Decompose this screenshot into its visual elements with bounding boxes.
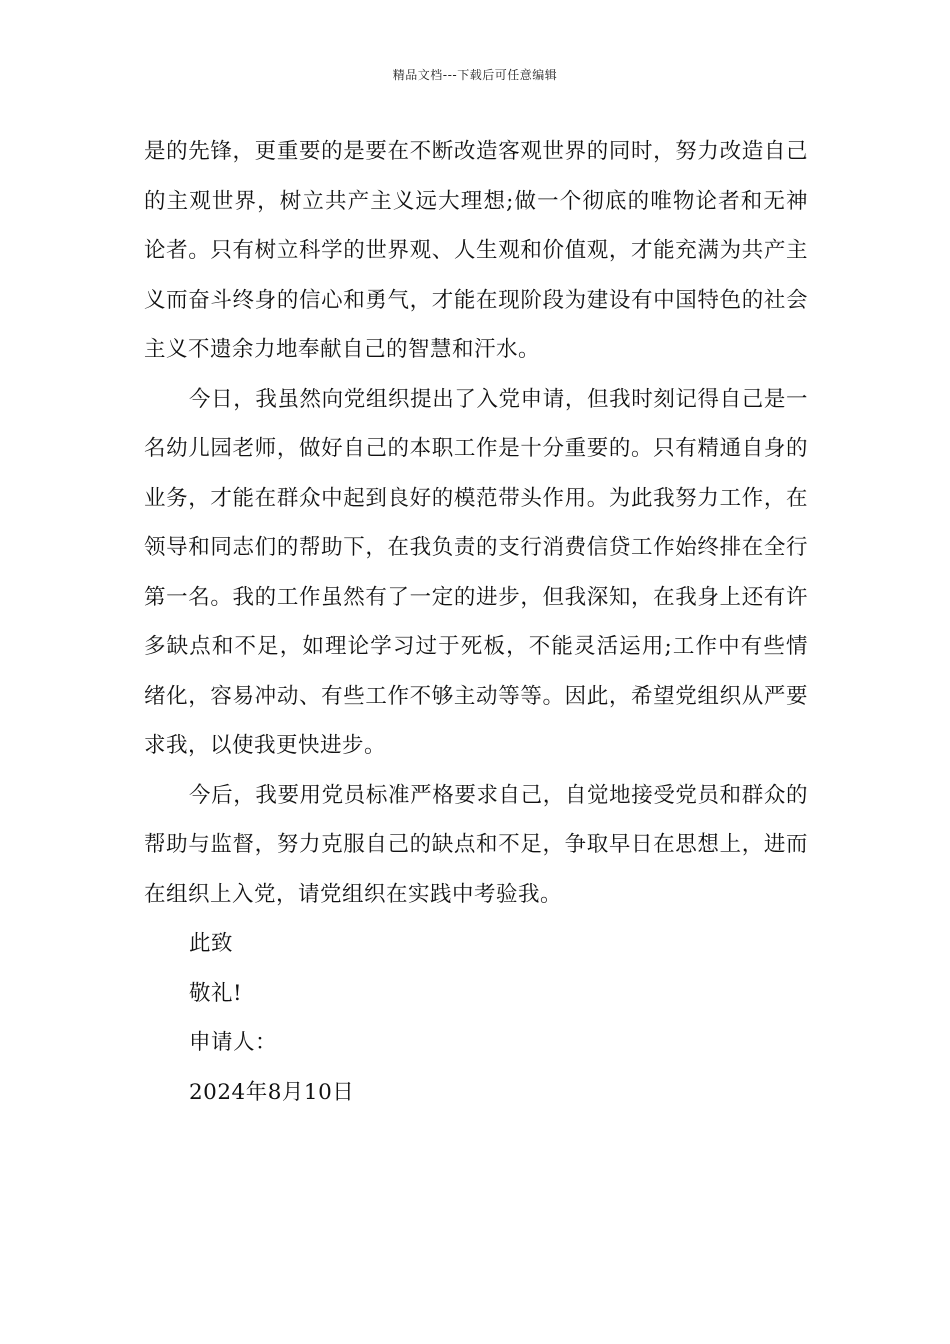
paragraph-commitment: 今后，我要用党员标准严格要求自己，自觉地接受党员和群众的帮助与监督，努力克服自己的缺点和不足，争取早日在思想上，进而在组织上入党，请党组织在实践中考验我。	[144, 782, 808, 907]
paragraph-continuation: 是的先锋，更重要的是要在不断改造客观世界的同时，努力改造自己的主观世界，树立共产主义远大理想;做一个彻底的唯物论者和无神论者。只有树立科学的世界观、人生观和价值观，才能充满为共产主义而奋斗终身的信心和勇气，才能在现阶段为建设有中国特色的社会主义不遗余力地奉献自己的智慧和汗水。	[144, 139, 808, 362]
letter-date: 2024年8月10日	[189, 1079, 355, 1105]
letter-body	[144, 127, 808, 1117]
applicant-label: 申请人：	[189, 1030, 278, 1055]
closing-salutation: 此致	[189, 931, 234, 956]
closing-regards: 敬礼!	[189, 980, 243, 1006]
page-header: 精品文档---下载后可任意编辑	[392, 68, 558, 82]
paragraph-self-assessment: 今日，我虽然向党组织提出了入党申请，但我时刻记得自己是一名幼儿园老师，做好自己的本职工作是十分重要的。只有精通自身的业务，才能在群众中起到良好的模范带头作用。为此我努力工作，在领导和同志们的帮助下，在我负责的支行消费信贷工作始终排在全行第一名。我的工作虽然有了一定的进步，但我深知，在我身上还有许多缺点和不足，如理论学习过于死板，不能灵活运用;工作中有些情绪化，容易冲动、有些工作不够主动等等。因此，希望党组织从严要求我，以使我更快进步。	[144, 386, 808, 758]
